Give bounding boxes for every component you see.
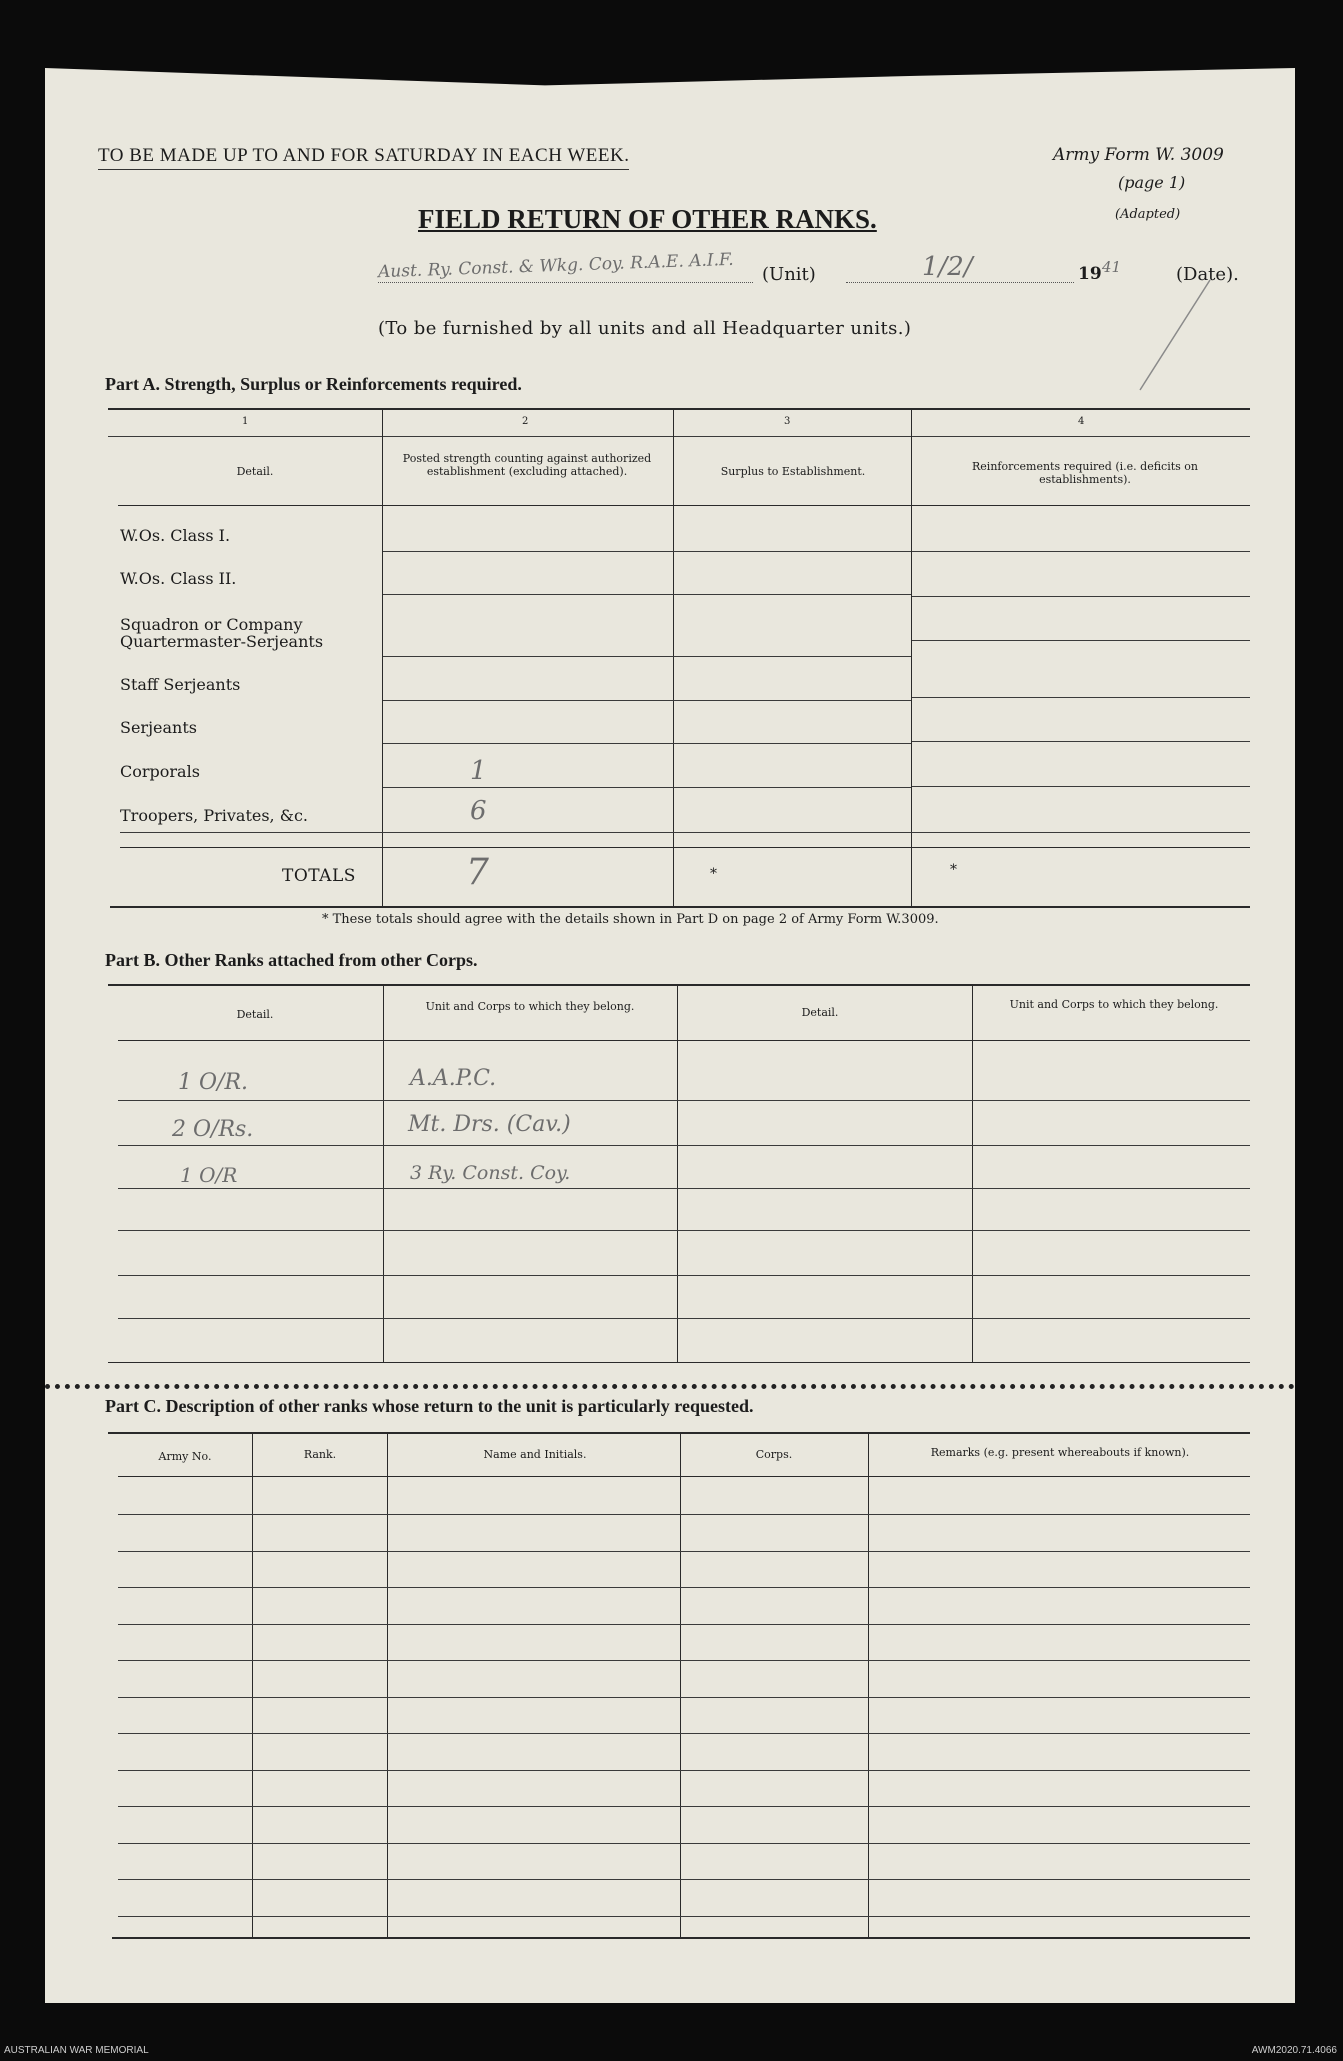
part-c-col-divider-1: [252, 1432, 253, 1937]
handwritten-corporals: 1: [470, 756, 487, 786]
handwritten-attached-unit: 3 Ry. Const. Coy.: [410, 1162, 571, 1184]
page-reference: (page 1): [1118, 173, 1186, 192]
part-c-row-rule: [118, 1879, 1250, 1880]
handwritten-date: 1/2/: [922, 252, 973, 282]
part-b-top-rule: [108, 984, 1250, 986]
totals-footnote: * These totals should agree with the details shown in Part D on page 2 of Army Form W.3009.: [322, 912, 939, 927]
part-c-row-rule: [118, 1587, 1250, 1588]
part-c-row-rule: [118, 1624, 1250, 1625]
instruction-line: TO BE MADE UP TO AND FOR SATURDAY IN EACH WEEK.: [98, 145, 629, 170]
row-label-corporals: Corporals: [120, 762, 200, 781]
part-b-col-divider-3: [972, 984, 973, 1362]
part-b-col-detail-2: Detail.: [801, 1006, 839, 1019]
perforation-line: [45, 1384, 1295, 1389]
part-b-row-rule: [118, 1100, 1250, 1101]
part-c-heading: Part C. Description of other ranks whose return to the unit is particularly requested.: [105, 1396, 754, 1416]
part-c-bottom-rule: [112, 1937, 1250, 1939]
part-c-col-army-no: Army No.: [158, 1450, 212, 1463]
totals-top-rule: [120, 847, 1250, 848]
row-rule: [383, 743, 911, 744]
col-number-3: 3: [784, 416, 791, 427]
handwritten-attached-unit: A.A.P.C.: [410, 1066, 497, 1091]
part-c-row-rule: [118, 1806, 1250, 1807]
part-c-header-rule: [118, 1476, 1250, 1477]
row-rule: [912, 786, 1250, 787]
row-rule: [383, 656, 911, 657]
footer-accession: AWM2020.71.4066: [1251, 2045, 1337, 2056]
col-header-reinforcements: Reinforcements required (i.e. deficits on establishments).: [972, 460, 1198, 486]
row-rule: [912, 697, 1250, 698]
totals-asterisk-surplus: *: [710, 866, 717, 882]
pencil-stroke: [1100, 270, 1220, 400]
row-label-staff-serjeants: Staff Serjeants: [120, 675, 241, 694]
part-b-col-unit-2: Unit and Corps to which they belong.: [1009, 998, 1219, 1011]
row-rule: [912, 596, 1250, 597]
furnished-note: (To be furnished by all units and all Headquarter units.): [378, 318, 912, 339]
handwritten-attached-unit: Mt. Drs. (Cav.): [408, 1112, 571, 1137]
part-b-row-rule: [118, 1145, 1250, 1146]
part-c-col-divider-4: [868, 1432, 869, 1937]
part-b-col-unit-1: Unit and Corps to which they belong.: [425, 1000, 635, 1013]
unit-label: (Unit): [762, 264, 816, 285]
handwritten-totals: 7: [466, 852, 489, 893]
part-c-col-rank: Rank.: [303, 1448, 337, 1461]
part-c-col-remarks: Remarks (e.g. present whereabouts if known).: [930, 1446, 1190, 1459]
part-b-bottom-rule: [108, 1362, 1250, 1363]
totals-bottom-rule: [110, 906, 1250, 908]
part-a-top-rule: [108, 408, 1250, 410]
part-b-row-rule: [118, 1230, 1250, 1231]
date-label: (Date).: [1176, 264, 1239, 285]
part-c-row-rule: [118, 1733, 1250, 1734]
part-b-row-rule: [118, 1275, 1250, 1276]
part-c-row-rule: [118, 1697, 1250, 1698]
part-c-col-corps: Corps.: [755, 1448, 793, 1461]
col-header-surplus: Surplus to Establishment.: [720, 465, 866, 478]
footer-credit: AUSTRALIAN WAR MEMORIAL: [4, 2045, 149, 2056]
part-c-col-name: Name and Initials.: [483, 1448, 587, 1461]
col-header-posted: Posted strength counting against authorized establishment (excluding attached).: [402, 452, 652, 478]
row-rule: [912, 551, 1250, 552]
part-a-header-rule: [118, 505, 1250, 506]
row-rule: [383, 551, 911, 552]
form-reference: Army Form W. 3009: [1053, 145, 1224, 165]
handwritten-troopers: 6: [470, 796, 487, 826]
part-c-row-rule: [118, 1916, 1250, 1917]
part-a-number-rule: [108, 436, 1250, 437]
part-b-row-rule: [118, 1188, 1250, 1189]
col-number-2: 2: [522, 416, 529, 427]
row-rule: [912, 741, 1250, 742]
handwritten-attached-detail: 1 O/R: [180, 1163, 238, 1187]
row-rule: [383, 700, 911, 701]
part-c-row-rule: [118, 1514, 1250, 1515]
col-header-detail: Detail.: [236, 465, 274, 478]
part-c-row-rule: [118, 1660, 1250, 1661]
part-b-heading: Part B. Other Ranks attached from other Corps.: [105, 950, 478, 970]
part-b-col-detail-1: Detail.: [236, 1008, 274, 1021]
part-b-header-rule: [118, 1040, 1250, 1041]
row-label-serjeants: Serjeants: [120, 718, 197, 737]
part-b-col-divider-1: [383, 984, 384, 1362]
row-label-troopers: Troopers, Privates, &c.: [120, 806, 309, 825]
adapted-label: (Adapted): [1115, 207, 1181, 222]
part-c-row-rule: [118, 1843, 1250, 1844]
handwritten-attached-detail: 2 O/Rs.: [172, 1117, 254, 1142]
totals-label: TOTALS: [282, 866, 356, 886]
part-c-top-rule: [108, 1432, 1250, 1434]
row-rule: [383, 787, 911, 788]
part-c-col-divider-2: [387, 1432, 388, 1937]
part-c-col-divider-3: [680, 1432, 681, 1937]
handwritten-year: 41: [1102, 258, 1122, 276]
col-number-1: 1: [242, 416, 249, 427]
year-prefix: 19: [1078, 264, 1102, 284]
row-rule: [912, 640, 1250, 641]
date-dotted-line: [846, 282, 1074, 283]
handwritten-unit: Aust. Ry. Const. & Wkg. Coy. R.A.E. A.I.F.: [377, 249, 734, 283]
part-a-heading: Part A. Strength, Surplus or Reinforcements required.: [105, 374, 522, 394]
row-rule: [120, 832, 1250, 833]
part-b-col-divider-2: [677, 984, 678, 1362]
part-c-row-rule: [118, 1551, 1250, 1552]
part-c-row-rule: [118, 1770, 1250, 1771]
row-label-wo-class-2: W.Os. Class II.: [120, 569, 237, 588]
row-label-wo-class-1: W.Os. Class I.: [120, 526, 231, 545]
row-rule: [383, 594, 911, 595]
row-label-cqms: Squadron or Company Quartermaster-Serjeants: [120, 615, 324, 651]
form-title: FIELD RETURN OF OTHER RANKS.: [418, 204, 877, 234]
unit-dotted-line: [378, 282, 753, 283]
col-number-4: 4: [1078, 416, 1085, 427]
part-b-row-rule: [118, 1318, 1250, 1319]
handwritten-attached-detail: 1 O/R.: [178, 1070, 248, 1095]
totals-asterisk-reinforcements: *: [950, 862, 957, 878]
